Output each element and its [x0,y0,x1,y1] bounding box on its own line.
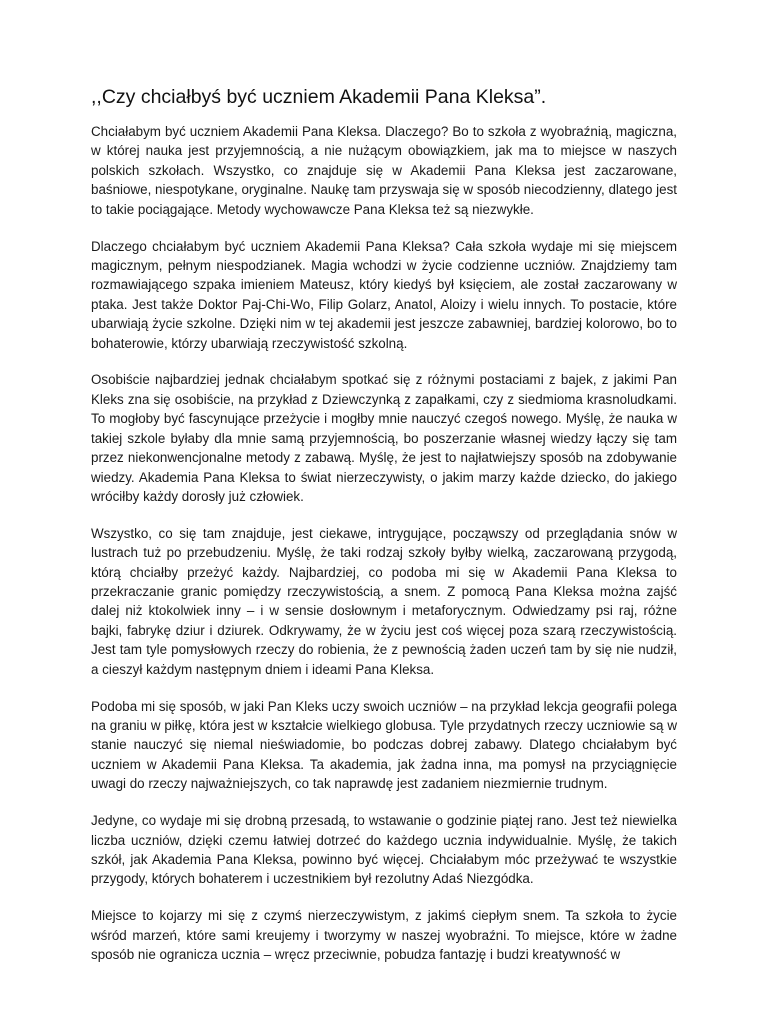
paragraph-1: Chciałabym być uczniem Akademii Pana Kleksa. Dlaczego? Bo to szkoła z wyobraźnią, magiczna, w której nauka jest przyjemnością, a nie nużącym obowiązkiem, jak ma to miejsce w naszych polskich szkołach. Wszystko, co znajduje się w Akademii Pana Kleksa jest zaczarowane, baśniowe, niespotykane, oryginalne. Naukę tam przyswaja się w sposób niecodzienny, dlatego jest to takie pociągające. Metody wychowawcze Pana Kleksa też są niezwykłe. [91,124,677,217]
paragraph-4: Wszystko, co się tam znajduje, jest ciekawe, intrygujące, począwszy od przeglądania snów w lustrach tuż po przebudzeniu. Myślę, że taki rodzaj szkoły byłby wielką, zaczarowaną przygodą, którą chciałby przeżyć każdy. Najbardziej, co podoba mi się w Akademii Pana Kleksa to przekraczanie granic pomiędzy rzeczywistością, a snem. Z pomocą Pana Kleksa można zajść dalej niż ktokolwiek inny – i w sensie dosłownym i metaforycznym. Odwiedzamy psi raj, różne bajki, fabrykę dziur i dziurek. Odkrywamy, że w życiu jest coś więcej poza szarą rzeczywistością. Jest tam tyle pomysłowych rzeczy do robienia, że z pewnością żaden uczeń tam by się nie nudził, a cieszył każdym następnym dniem i ideami Pana Kleksa. [91,525,677,677]
document-body [91,122,677,982]
paragraph-5: Podoba mi się sposób, w jaki Pan Kleks uczy swoich uczniów – na przykład lekcja geografii polega na graniu w piłkę, która jest w kształcie wielkiego globusa. Tyle przydatnych rzeczy uczniowie są w stanie nauczyć się niemal nieświadomie, bo podczas dobrej zabawy. Dlatego chciałabym być uczniem w Akademii Pana Kleksa. Ta akademia, jak żadna inna, ma pomysł na przyciągnięcie uwagi do rzeczy najważniejszych, co tak naprawdę jest zadaniem niezmiernie trudnym. [91,698,677,792]
paragraph-6: Jedyne, co wydaje mi się drobną przesadą, to wstawanie o godzinie piątej rano. Jest też niewielka liczba uczniów, dzięki czemu łatwiej dotrzeć do każdego ucznia indywidualnie. Myślę, że takich szkół, jak Akademia Pana Kleksa, powinno być więcej. Chciałabym móc przeżywać te wszystkie przygody, których bohaterem i uczestnikiem był rezolutny Adaś Niezgódka. [91,813,677,887]
paragraph-2: Dlaczego chciałabym być uczniem Akademii Pana Kleksa? Cała szkoła wydaje mi się miejscem magicznym, pełnym niespodzianek. Magia wchodzi w życie codzienne uczniów. Znajdziemy tam rozmawiającego szpaka imieniem Mateusz, który kiedyś był księciem, ale został zaczarowany w ptaka. Jest także Doktor Paj-Chi-Wo, Filip Golarz, Anatol, Aloizy i wielu innych. To postacie, które ubarwiają życie szkolne. Dzięki nim w tej akademii jest jeszcze zabawniej, bardziej kolorowo, bo to bohaterowie, którzy ubarwiają rzeczywistość szkolną. [91,238,677,351]
paragraph-3: Osobiście najbardziej jednak chciałabym spotkać się z różnymi postaciami z bajek, z jakimi Pan Kleks zna się osobiście, na przykład z Dziewczynką z zapałkami, czy z siedmioma krasnoludkami. To mogłoby być fascynujące przeżycie i mogłby mnie nauczyć czegoś nowego. Myślę, że nauka w takiej szkole byłaby dla mnie samą przyjemnością, bo poszerzanie własnej wiedzy łączy się tam przez niekonwencjonalne metody z zabawą. Myślę, że jest to najłatwiejszy sposób na zdobywanie wiedzy. Akademia Pana Kleksa to świat nierzeczywisty, o jakim marzy każde dziecko, do jakiego wróciłby każdy dorosły już człowiek. [91,372,677,504]
paragraph-7: Miejsce to kojarzy mi się z czymś nierzeczywistym, z jakimś ciepłym snem. Ta szkoła to życie wśród marzeń, które sami kreujemy i tworzymy w naszej wyobraźni. To miejsce, które w żadne sposób nie ogranicza ucznia – wręcz przeciwnie, pobudza fantazję i budzi kreatywność w [91,908,677,963]
document-page [91,0,677,1024]
document-title: ,,Czy chciałbyś być uczniem Akademii Pana Kleksa”. [91,86,547,108]
